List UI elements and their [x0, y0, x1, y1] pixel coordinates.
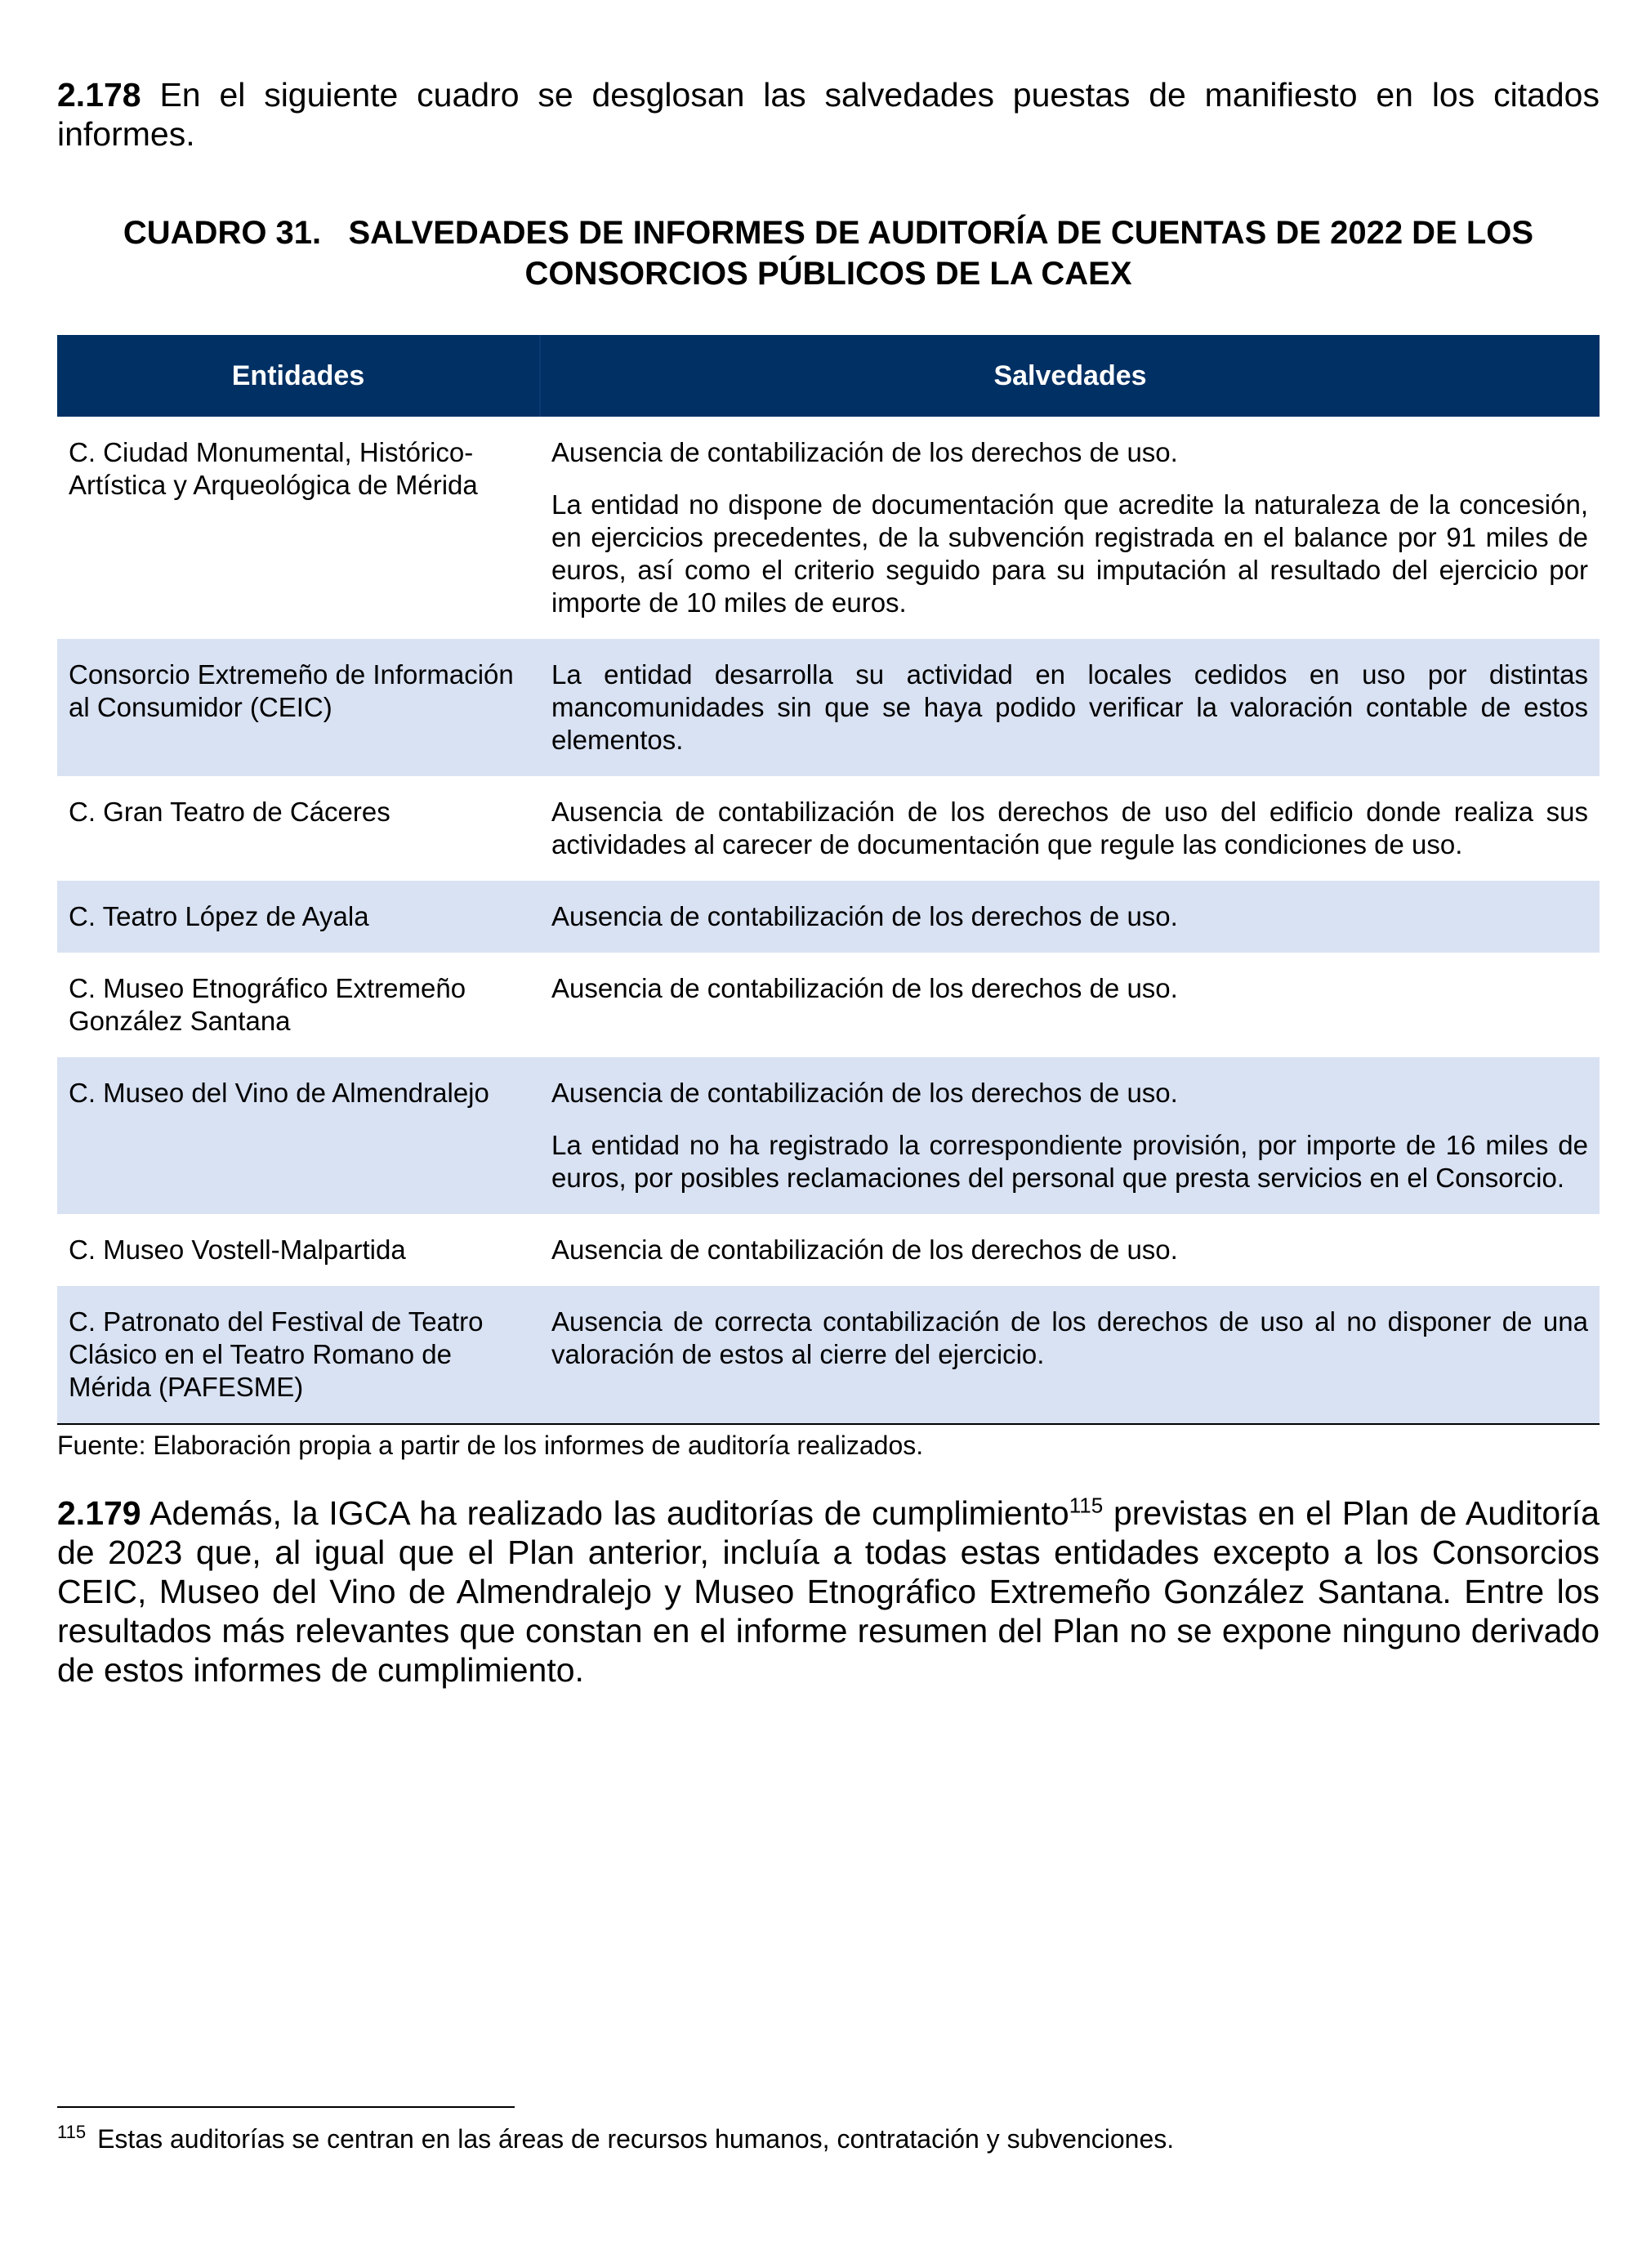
- paragraph-number: 2.179: [57, 1494, 141, 1532]
- table-row: [57, 417, 1600, 639]
- salvedad-cell: [540, 953, 1600, 1057]
- entity-cell: C. Patronato del Festival de Teatro Clásico en el Teatro Romano de Mérida (PAFESME): [57, 1286, 540, 1424]
- table-row: [57, 1286, 1600, 1424]
- salvedad-item: Ausencia de contabilización de los derechos de uso.: [551, 901, 1178, 931]
- table-row: [57, 1057, 1600, 1214]
- table-title-line-1: CUADRO 31. SALVEDADES DE INFORMES DE AUDITORÍA DE CUENTAS DE 2022 DE LOS: [123, 215, 1534, 251]
- table-row: [57, 776, 1600, 881]
- entity-cell: C. Museo del Vino de Almendralejo: [57, 1057, 540, 1214]
- paragraph-2-178: [57, 75, 1600, 154]
- entity-cell: C. Teatro López de Ayala: [57, 881, 540, 953]
- salvedad-item: Ausencia de correcta contabilización de los derechos de uso al no disponer de una valoración de estos al cierre del ejercicio.: [551, 1306, 1588, 1369]
- table-row: [57, 953, 1600, 1057]
- table-row: [57, 639, 1600, 776]
- entity-cell: C. Museo Vostell-Malpartida: [69, 1234, 406, 1265]
- table-header-row: [57, 335, 1600, 417]
- paragraph-2-179: [57, 1493, 1600, 1690]
- paragraph-text: Además, la IGCA ha realizado las auditorías de cumplimiento: [141, 1494, 1069, 1532]
- entity-cell: C. Museo Etnográfico Extremeño González Santana: [69, 973, 466, 1036]
- salvedad-cell: [540, 1057, 1600, 1214]
- table-body: [57, 417, 1600, 1424]
- salvedades-table: [57, 335, 1600, 1425]
- salvedad-item: Ausencia de contabilización de los derechos de uso.: [551, 1234, 1178, 1265]
- paragraph-text-continued: previstas en el Plan de Auditoría de 2023 que, al igual que el Plan anterior, incluía a todas estas entidades excepto a los Consorcios CEIC, Museo del Vino de Almendralejo y Museo Etnográfico Extremeño González Santana. Entre los resultados más relevantes que constan en el informe resumen del Plan no se expone ninguno derivado de estos informes de cumplimiento.: [57, 1494, 1600, 1689]
- footnote-reference[interactable]: 115: [1069, 1493, 1104, 1518]
- table-title-line-2: CONSORCIOS PÚBLICOS DE LA CAEX: [524, 256, 1132, 292]
- salvedad-cell: [540, 1214, 1600, 1286]
- entity-cell: C. Ciudad Monumental, Histórico-Artística y Arqueológica de Mérida: [69, 437, 478, 500]
- header-entidades: Entidades: [57, 335, 540, 417]
- salvedad-item: La entidad desarrolla su actividad en locales cedidos en uso por distintas mancomunidades sin que se haya podido verificar la valoración contable de estos elementos.: [551, 659, 1588, 755]
- table-title: [57, 212, 1600, 294]
- salvedad-item: Ausencia de contabilización de los derechos de uso del edificio donde realiza sus actividades al carecer de documentación que regule las condiciones de uso.: [551, 797, 1588, 859]
- salvedad-item: Ausencia de contabilización de los derechos de uso.: [551, 437, 1178, 467]
- footnote-number: 115: [57, 2122, 87, 2143]
- table-source: Fuente: Elaboración propia a partir de los informes de auditoría realizados.: [57, 1431, 924, 1460]
- footnote-text: Estas auditorías se centran en las áreas de recursos humanos, contratación y subvenciones.: [97, 2124, 1175, 2154]
- header-salvedades: Salvedades: [540, 335, 1600, 417]
- table-row: [57, 1214, 1600, 1286]
- salvedad-cell: [540, 417, 1600, 639]
- salvedad-item: La entidad no dispone de documentación que acredite la naturaleza de la concesión, en ejercicios precedentes, de la subvención registrada en el balance por 91 miles de euros, así como el criterio seguido para su imputación al resultado del ejercicio por importe de 10 miles de euros.: [551, 489, 1588, 618]
- entity-cell: Consorcio Extremeño de Información al Consumidor (CEIC): [57, 639, 540, 776]
- paragraph-text: En el siguiente cuadro se desglosan las salvedades puestas de manifiesto en los citados informes.: [57, 76, 1600, 153]
- salvedad-cell: [540, 1286, 1600, 1424]
- footnote: [57, 2123, 1174, 2155]
- salvedad-cell: [540, 776, 1600, 881]
- salvedad-item: Ausencia de contabilización de los derechos de uso.: [551, 1078, 1178, 1108]
- document-page: [57, 75, 1600, 1690]
- entity-cell: C. Gran Teatro de Cáceres: [69, 797, 390, 827]
- paragraph-number: 2.178: [57, 76, 141, 114]
- salvedad-item: La entidad no ha registrado la correspondiente provisión, por importe de 16 miles de euros, por posibles reclamaciones del personal que presta servicios en el Consorcio.: [551, 1130, 1588, 1193]
- salvedad-cell: [540, 639, 1600, 776]
- footnote-divider: [57, 2106, 515, 2108]
- table-row: [57, 881, 1600, 953]
- salvedad-cell: [540, 881, 1600, 953]
- salvedad-item: Ausencia de contabilización de los derechos de uso.: [551, 973, 1178, 1003]
